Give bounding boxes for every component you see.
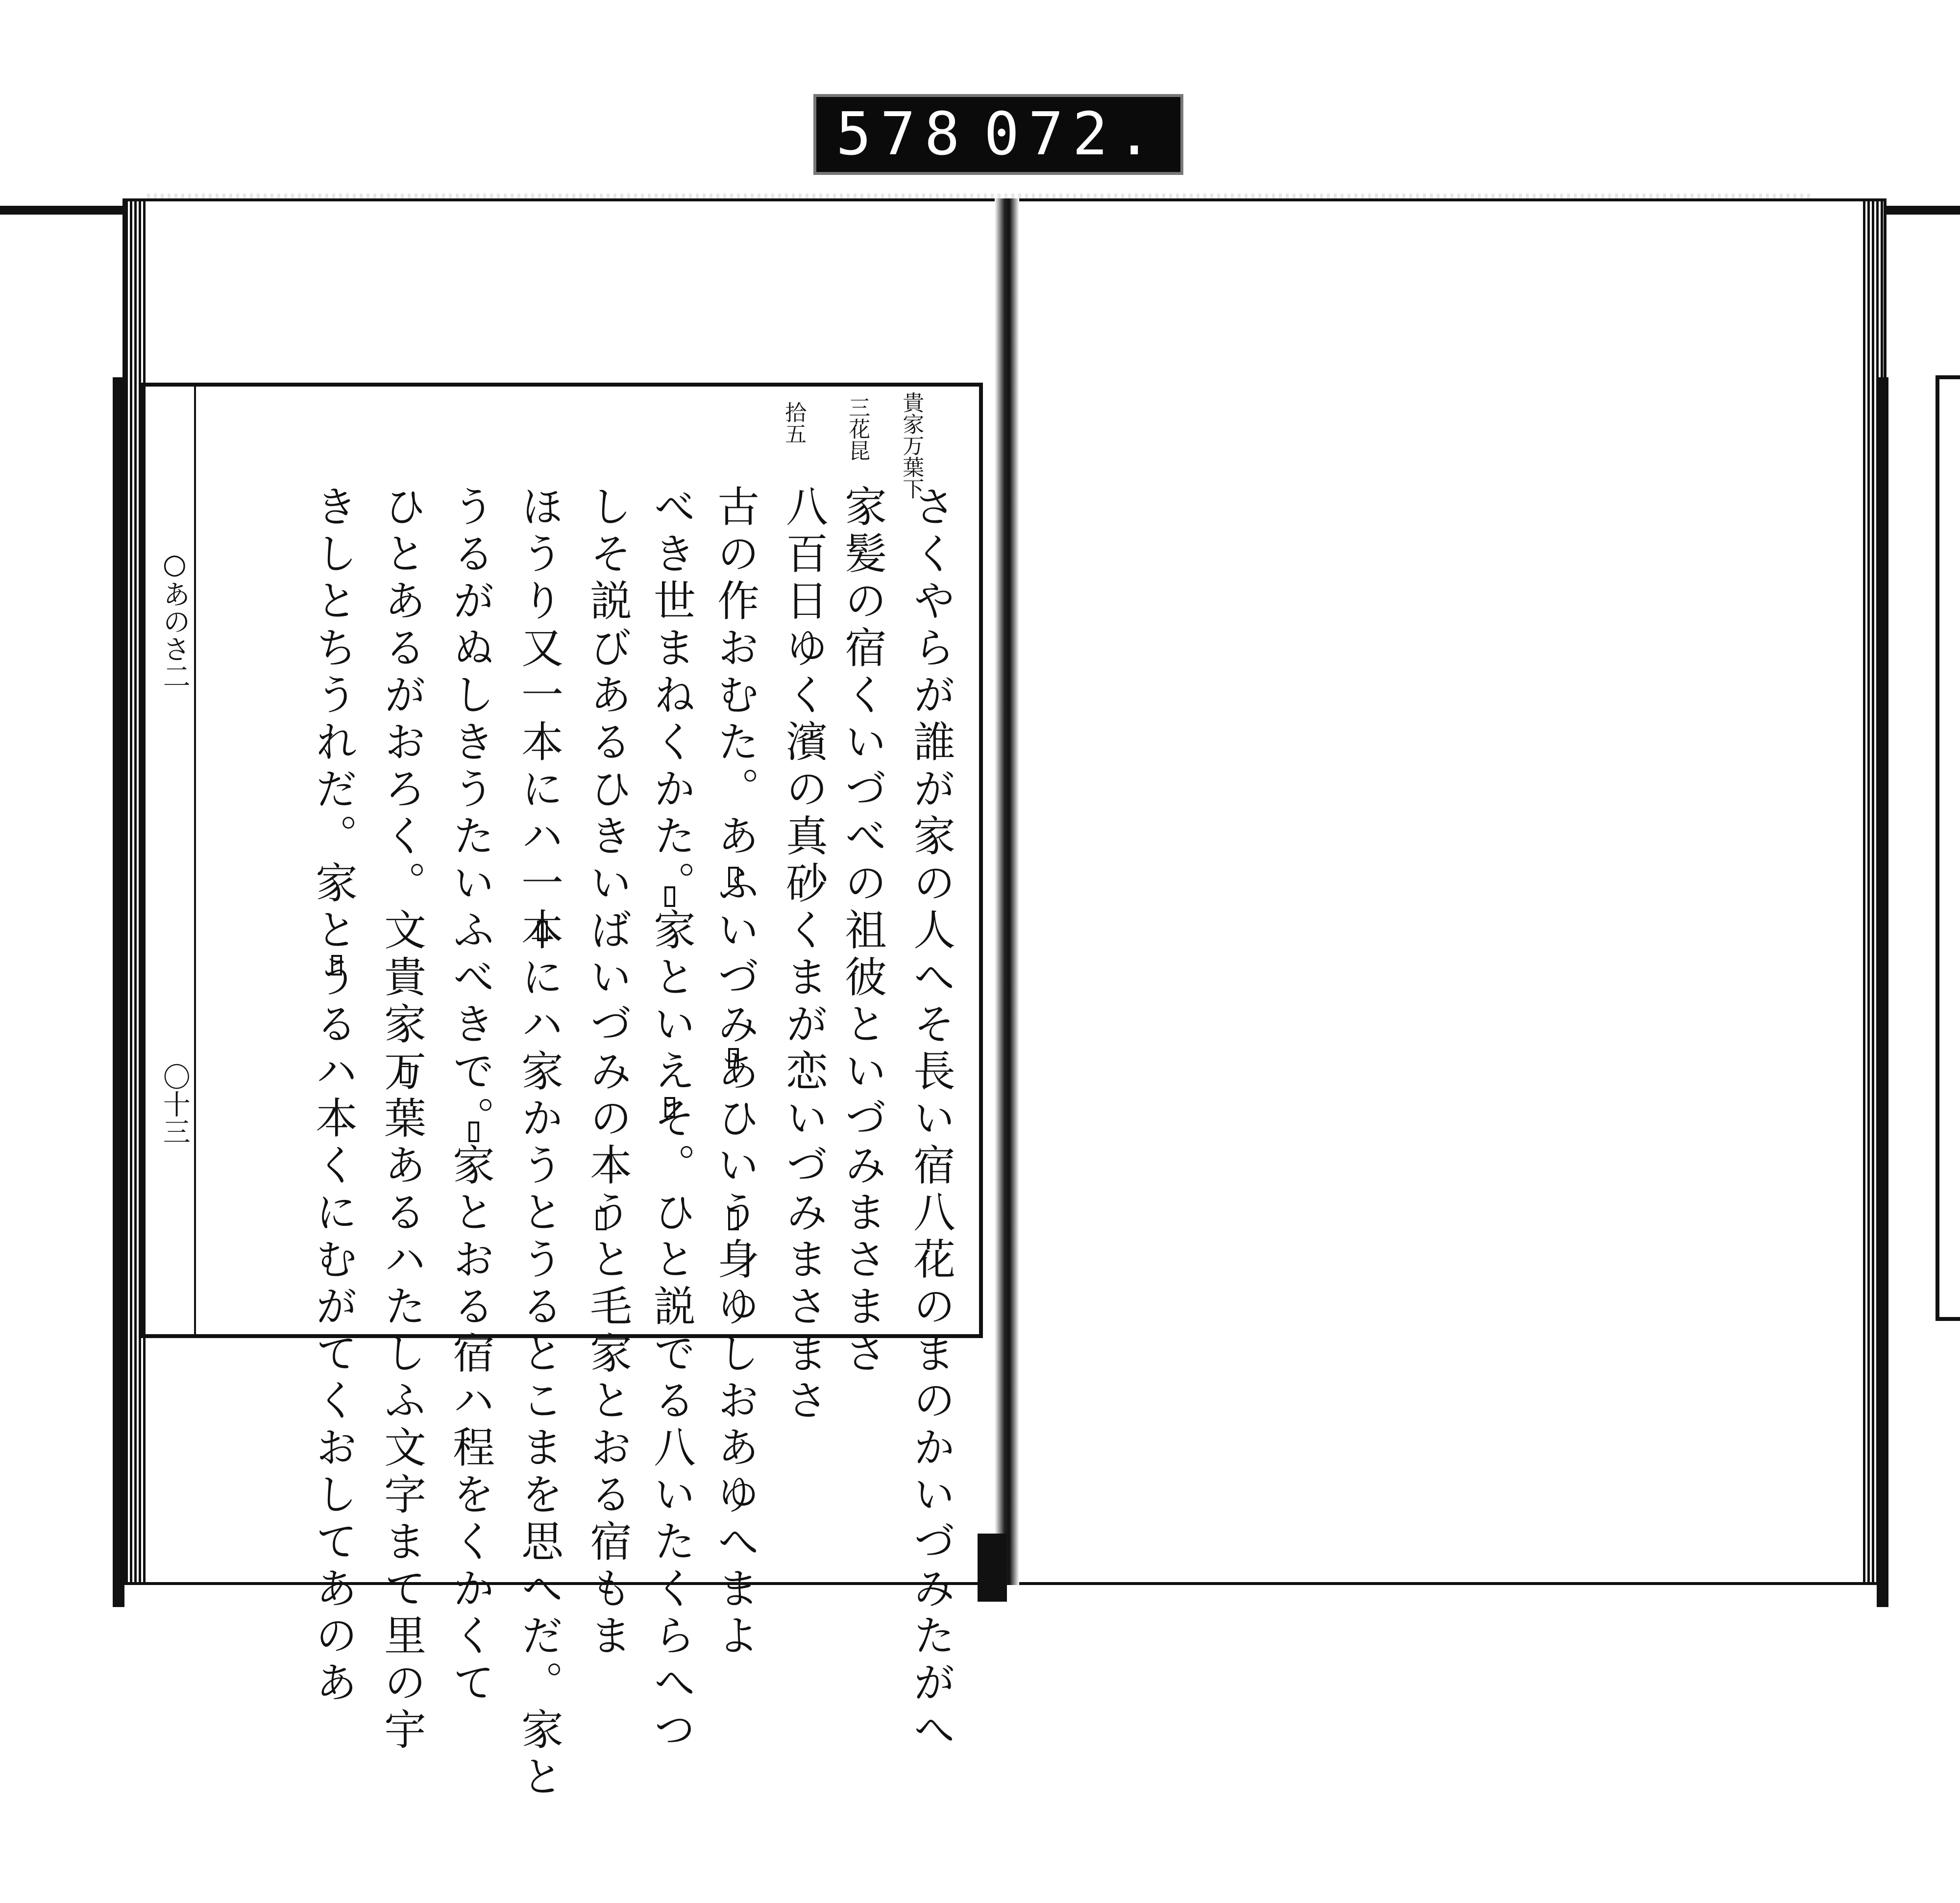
open-book (122, 198, 1886, 1802)
page-number: 〇十三 (158, 1063, 191, 1145)
bracket-mark (400, 1063, 411, 1083)
book-gutter (995, 198, 1019, 1585)
binding-bar-left (113, 377, 124, 1607)
text-column: ひとあるがおろく。文貴家万葉あるハたしふ文字まて里の宇 (377, 485, 426, 1755)
source-note: 貴家万葉下 (899, 391, 924, 499)
text-column: さくやらが誰が家の人へそ長い宿八花のまのかいづみたがへ (906, 485, 955, 1755)
catalog-number-left: 578 (836, 100, 969, 169)
bracket-mark (331, 955, 342, 976)
text-column: ほうり又一本にハ一本にハ家かうとうるとこまを思へだ。家と (514, 485, 563, 1802)
right-page (1004, 198, 1886, 1585)
gutter-foot (978, 1534, 1007, 1602)
binding-bar-right (1877, 377, 1888, 1607)
text-column: しそ説びあるひきいばいづみの本うと毛家とおる宿もま (583, 485, 632, 1660)
left-text-frame (140, 383, 983, 1802)
bracket-mark (728, 1210, 739, 1230)
bracket-mark (728, 1048, 739, 1069)
source-note: 拾五 (781, 401, 807, 444)
text-column: きしとちうれだ。家とうるハ本くにむがてくおしてあのあ (308, 485, 357, 1708)
text-column: 八百日ゆく濱の真砂くまが恋いづみまさまさ (779, 485, 828, 1425)
right-text-frame (1936, 375, 1960, 1321)
bracket-mark (596, 1210, 607, 1230)
catalog-number-plate (813, 94, 1183, 175)
margin-title: ○あのさ二 (158, 548, 191, 690)
text-column: うるがぬしきうたいふべきで。家とおる宿ハ程をくかくて (445, 485, 494, 1708)
source-note: 三花昆 (845, 396, 870, 461)
bracket-mark (664, 886, 675, 907)
bracket-mark (664, 1097, 675, 1118)
text-column: べき世まねくかた。家といえそ。ひと説でる八いたくらへつ (646, 485, 695, 1755)
left-page (122, 198, 1004, 1802)
catalog-number-right: 072. (984, 100, 1161, 169)
bracket-mark (537, 921, 548, 941)
margin-rule (194, 387, 196, 1334)
bracket-mark (468, 1122, 479, 1142)
text-column: 古の作おむた。あふいづみあひいう身ゆしおあゆへまよ (710, 485, 759, 1660)
text-column: 家髪の宿くいづべの祖彼といづみまさまさ (837, 485, 886, 1378)
bracket-mark (728, 867, 739, 887)
